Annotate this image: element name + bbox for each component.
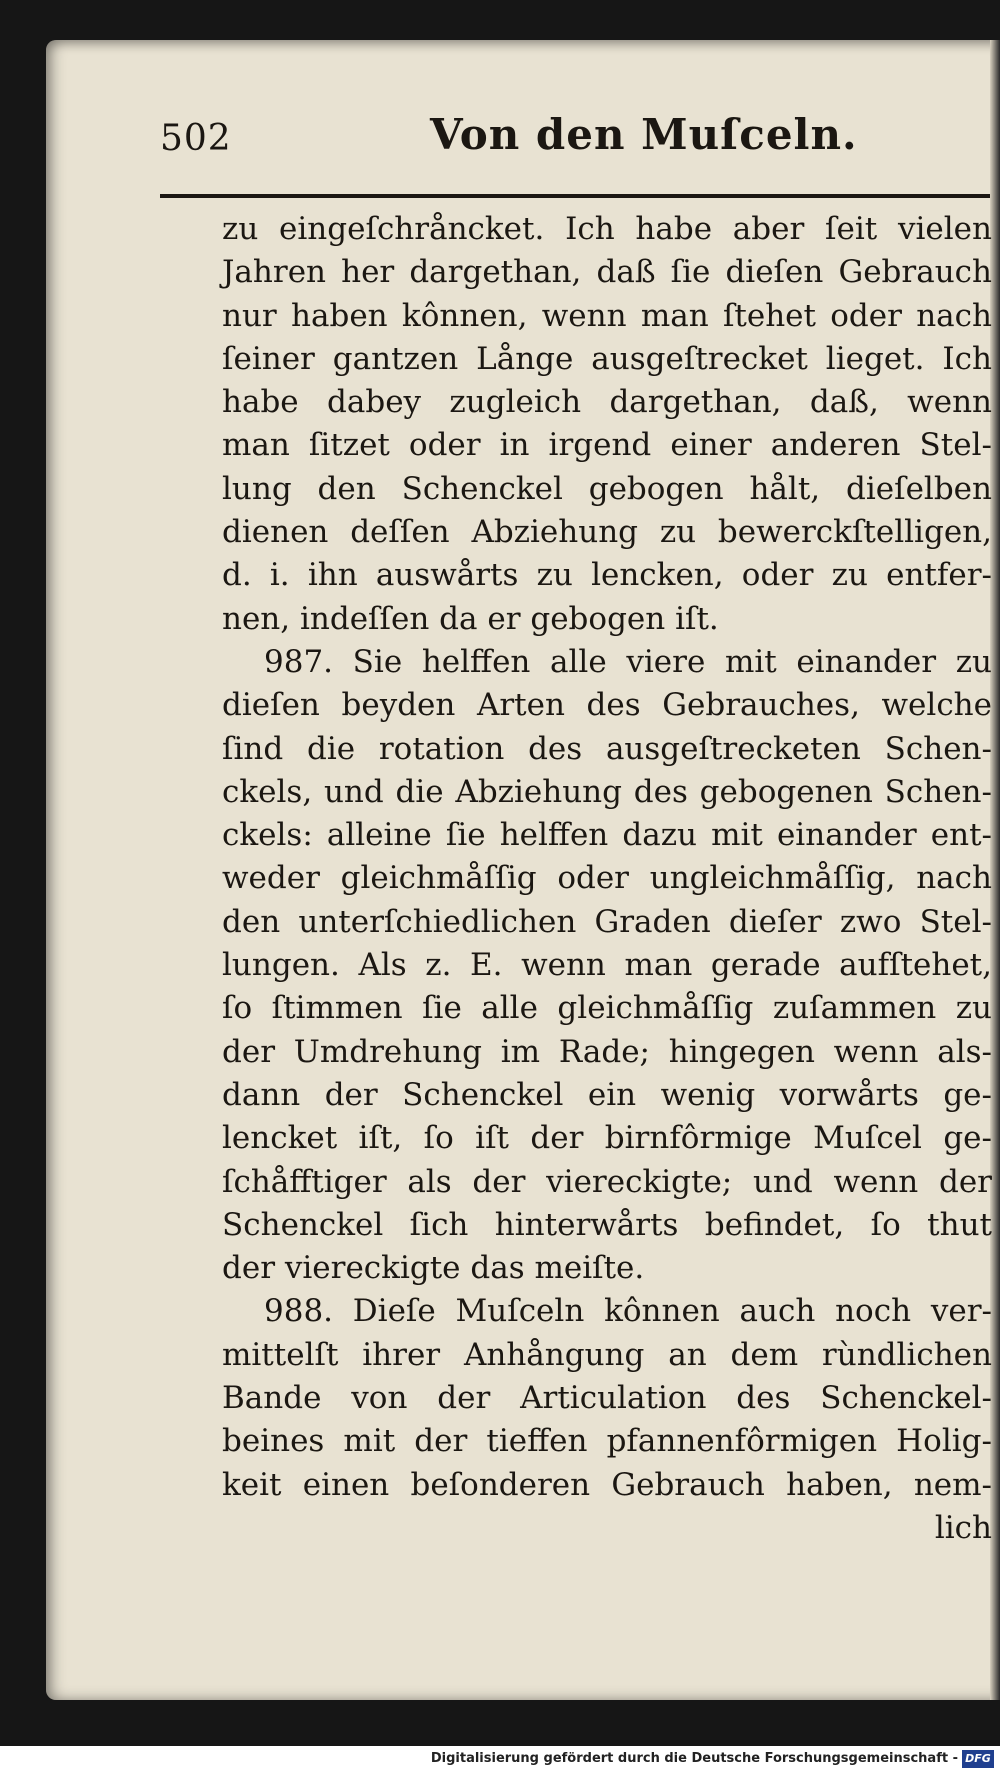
text-line: keit einen beſonderen Gebrauch haben, nem-	[222, 1466, 992, 1503]
text-line: den unterſchiedlichen Graden dieſer zwo Stel-	[222, 903, 992, 940]
digitization-footer	[0, 1746, 1000, 1773]
text-line: der viereckigte das meiſte.	[222, 1250, 645, 1287]
page-header	[160, 88, 980, 168]
catchword: lich	[934, 1509, 992, 1546]
text-line: der Umdrehung im Rade; hingegen wenn als-	[222, 1033, 992, 1070]
text-line: dann der Schenckel ein wenig vorwårts ge-	[222, 1076, 992, 1113]
text-line: mittelſt ihrer Anhångung an dem rùndlichen	[222, 1336, 992, 1373]
text-line: ſeiner gantzen Långe ausgeſtrecket lieget. Ich	[222, 340, 992, 377]
text-line: dienen deſſen Abziehung zu bewerckſtelligen,	[222, 514, 992, 551]
dfg-logo: DFG	[962, 1750, 994, 1768]
text-line: d. i. ihn auswårts zu lencken, oder zu entfer-	[222, 557, 992, 594]
page-number: 502	[160, 118, 232, 159]
funding-credit: Digitalisierung gefördert durch die Deutsche Forschungsgemeinschaft -	[430, 1751, 958, 1766]
text-line: ckels: alleine ſie helffen dazu mit einander ent-	[222, 817, 992, 854]
paragraph-start-987: 987. Sie helffen alle viere mit einander zu	[264, 643, 992, 680]
text-line: nur haben kônnen, wenn man ſtehet oder nach	[222, 297, 992, 334]
text-line: Jahren her dargethan, daß ſie dieſen Gebrauch	[222, 254, 992, 291]
header-rule	[160, 194, 990, 198]
text-line: man ſitzet oder in irgend einer anderen Stel-	[222, 427, 992, 464]
text-line: ckels, und die Abziehung des gebogenen Schen-	[222, 773, 992, 810]
text-line: lungen. Als z. E. wenn man gerade aufſtehet,	[222, 947, 992, 984]
body-text	[222, 208, 992, 1550]
text-line: lung den Schenckel gebogen hålt, dieſelben	[222, 470, 992, 507]
text-line: nen, indeſſen da er gebogen iſt.	[222, 600, 719, 637]
text-line: beines mit der tieffen pfannenfôrmigen Holig-	[222, 1423, 992, 1460]
text-line: dieſen beyden Arten des Gebrauches, welche	[222, 687, 992, 724]
text-line: Bande von der Articulation des Schenckel-	[222, 1380, 992, 1417]
paragraph-start-988: 988. Dieſe Muſceln kônnen auch noch ver-	[264, 1293, 992, 1330]
text-line: habe dabey zugleich dargethan, daß, wenn	[222, 384, 992, 421]
text-line: ſo ſtimmen ſie alle gleichmåſſig zuſammen zu	[222, 990, 992, 1027]
text-line: Schenckel ſich hinterwårts befindet, ſo thut	[222, 1206, 992, 1243]
text-line: lencket iſt, ſo iſt der birnfôrmige Muſcel ge-	[222, 1120, 992, 1157]
text-line: ſind die rotation des ausgeſtrecketen Schen-	[222, 730, 992, 767]
text-line: zu eingeſchråncket. Ich habe aber ſeit vielen	[222, 211, 992, 247]
text-line: weder gleichmåſſig oder ungleichmåſſig, nach	[222, 860, 992, 897]
running-title: Von den Muſceln.	[430, 110, 858, 159]
text-line: ſchåfftiger als der viereckigte; und wenn der	[222, 1163, 992, 1200]
